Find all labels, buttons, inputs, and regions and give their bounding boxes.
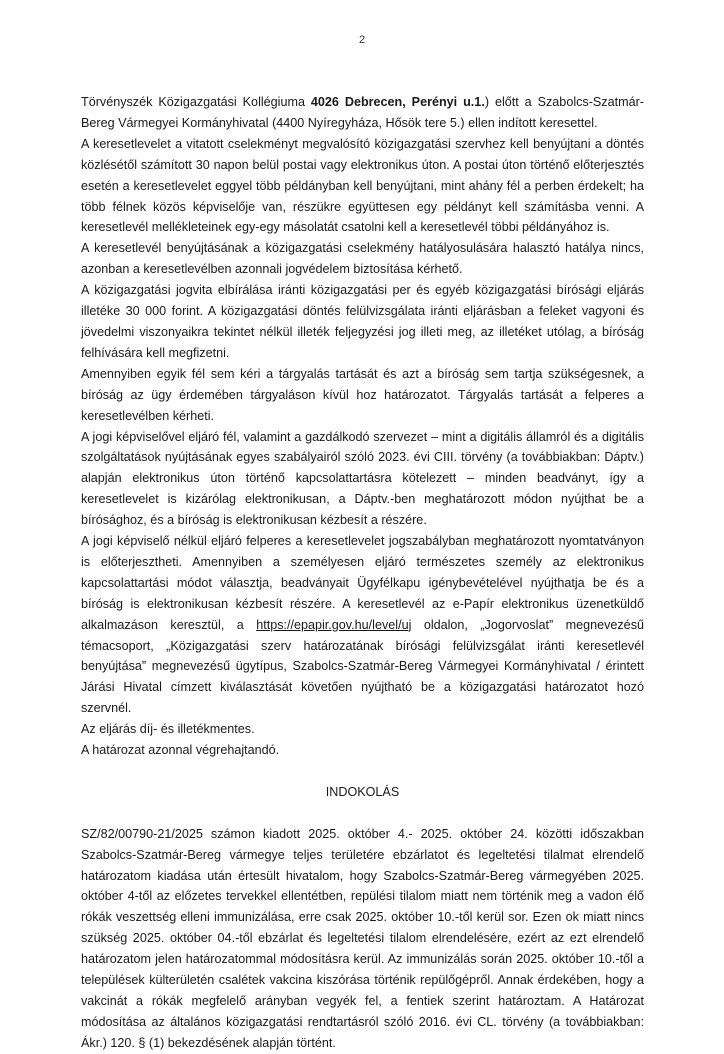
- paragraph-electronic-obligation: A jogi képviselővel eljáró fél, valamint a gazdálkodó szervezet – mint a digitális államról és a digitális szolgáltatások nyújtásának egyes szabályairól szóló 2023. évi CIII. törvény (a továbbiakban: Dáptv.) alapján elektronikus úton történő kapcsolattartásra kötelezett – minden beadványt, így a keresetlevelet is kizárólag elektronikusan, a Dáptv.-ben meghatározott módon nyújthat be a bírósághoz, és a bíróság is elektronikusan kézbesít a részére.: [81, 429, 644, 528]
- paragraph-submission: A keresetlevelet a vitatott cselekményt megvalósító közigazgatási szervhez kell benyújtani a döntés közlésétől számított 30 napon belül postai vagy elektronikus úton. A postai úton történő előterjesztés esetén a keresetlevelet eggyel több példányban kell benyújtani, mint ahány fél a perben érdekelt; ha több félnek közös képviselője van, részükre együttesen egy példányt kell számításba venni. A keresetlevél mellékleteinek egy-egy másolatát csatolni kell a keresetlevél többi példányához is.: [81, 136, 644, 235]
- paragraph-fee-exempt: Az eljárás díj- és illetékmentes.: [81, 722, 255, 737]
- text: oldalon, „Jogorvoslat” megnevezésű témacsoport, „Közigazgatási szerv határozatának bírósági felülvizsgálat iránti keresetlevél benyújtása” megnevezésű ügytípus, Szabolcs-Szatmár-Bereg Vármegyei Kormányhivatal / érintett Járási Hivatal címzett kiválasztását követően nyújtható be a közigazgatási határozatot hozó szervnél.: [81, 617, 644, 716]
- text: ) előtt a Szabolcs-Szatmár-Bereg Vármegyei Kormányhivatal (4400 Nyíregyháza, Hősök tere 5.) ellen indított keresettel.: [81, 95, 644, 130]
- paragraph-court-address: [81, 92, 644, 134]
- spacer: [81, 803, 644, 824]
- text: A jogi képviselő nélkül eljáró felperes a keresetlevelet jogszabályban meghatározott nyomtatványon is előterjesztheti. Amennyiben a személyesen eljáró természetes személy az elektronikus kapcsolattartási módot választja, beadványait Ügyfélkapu igénybevételével nyújthatja be és a bíróság is elektronikusan kézbesít részére. A keresetlevél az e-Papír elektronikus üzenetküldő alkalmazáson keresztül, a: [81, 534, 644, 632]
- court-address-bold: 4026 Debrecen, Perényi u.1.: [310, 95, 485, 109]
- text: Törvényszék Közigazgatási Kollégiuma: [81, 95, 311, 109]
- section-heading: INDOKOLÁS: [325, 784, 400, 799]
- paragraph-fee: A közigazgatási jogvita elbírálása iránti közigazgatási per és egyéb közigazgatási bírósági eljárás illetéke 30 000 forint. A közigazgatási döntés felülvizsgálata iránti eljárásban a feleket vagyoni és jövedelmi viszonyaikra tekintet nélkül illeték feljegyzési jog illeti meg, az illetéket utólag, a bíróság felhívására kell megfizetni.: [81, 283, 644, 360]
- spacer: [81, 761, 644, 782]
- paragraph-no-suspensive-effect: A keresetlevél benyújtásának a közigazgatási cselekmény hatályosulására halasztó hatálya nincs, azonban a keresetlevélben azonnali jogvédelem biztosítása kérhető.: [81, 241, 644, 277]
- paragraph-hearing: Amennyiben egyik fél sem kéri a tárgyalás tartását és azt a bíróság sem tartja szükségesnek, a bíróság az ügy érdemében tárgyaláson kívül hoz határozatot. Tárgyalás tartását a felperes a keresetlevélben kérheti.: [81, 366, 644, 423]
- paragraph-without-legal-rep: [81, 531, 644, 719]
- paragraph-justification: SZ/82/00790-21/2025 számon kiadott 2025. október 4.- 2025. október 24. közötti időszakban Szabolcs-Szatmár-Bereg vármegye teljes területére ebzárlatot és legeltetési tilalmat elrendelő határozatom kiadása után értesült hivatalom, hogy Szabolcs-Szatmár-Bereg vármegyében 2025. október 4-től az előzetes tervekkel ellentétben, repülési tilalom miatt nem történik meg a vadon élő rókák veszettség elleni immunizálása, erre csak 2025. október 10.-től kerül sor. Ezen ok miatt nincs szükség 2025. október 04.-től ebzárlat és legeltetési tilalom elrendelésére, ezért az ezt elrendelő határozatom jelen határozatommal módosításra kerül. Az immunizálás során 2025. október 10.-től a települések külterületén csalétek vakcina kiszórása történik repülőgépről. Annak érdekében, hogy a vakcinát a rókák megfelelő arányban vegyék fel, a fentiek szerint határoztam. A Határozat módosítása az általános közigazgatási rendtartásról szóló 2016. évi CL. törvény (a továbbiakban: Ákr.) 120. § (1) bekezdésének alapján történt.: [81, 826, 644, 1050]
- epapir-link[interactable]: https://epapir.gov.hu/level/uj: [256, 617, 412, 632]
- page-number: 2: [358, 34, 366, 46]
- paragraph-immediately-enforceable: A határozat azonnal végrehajtandó.: [81, 743, 280, 758]
- document-body: [81, 92, 644, 1054]
